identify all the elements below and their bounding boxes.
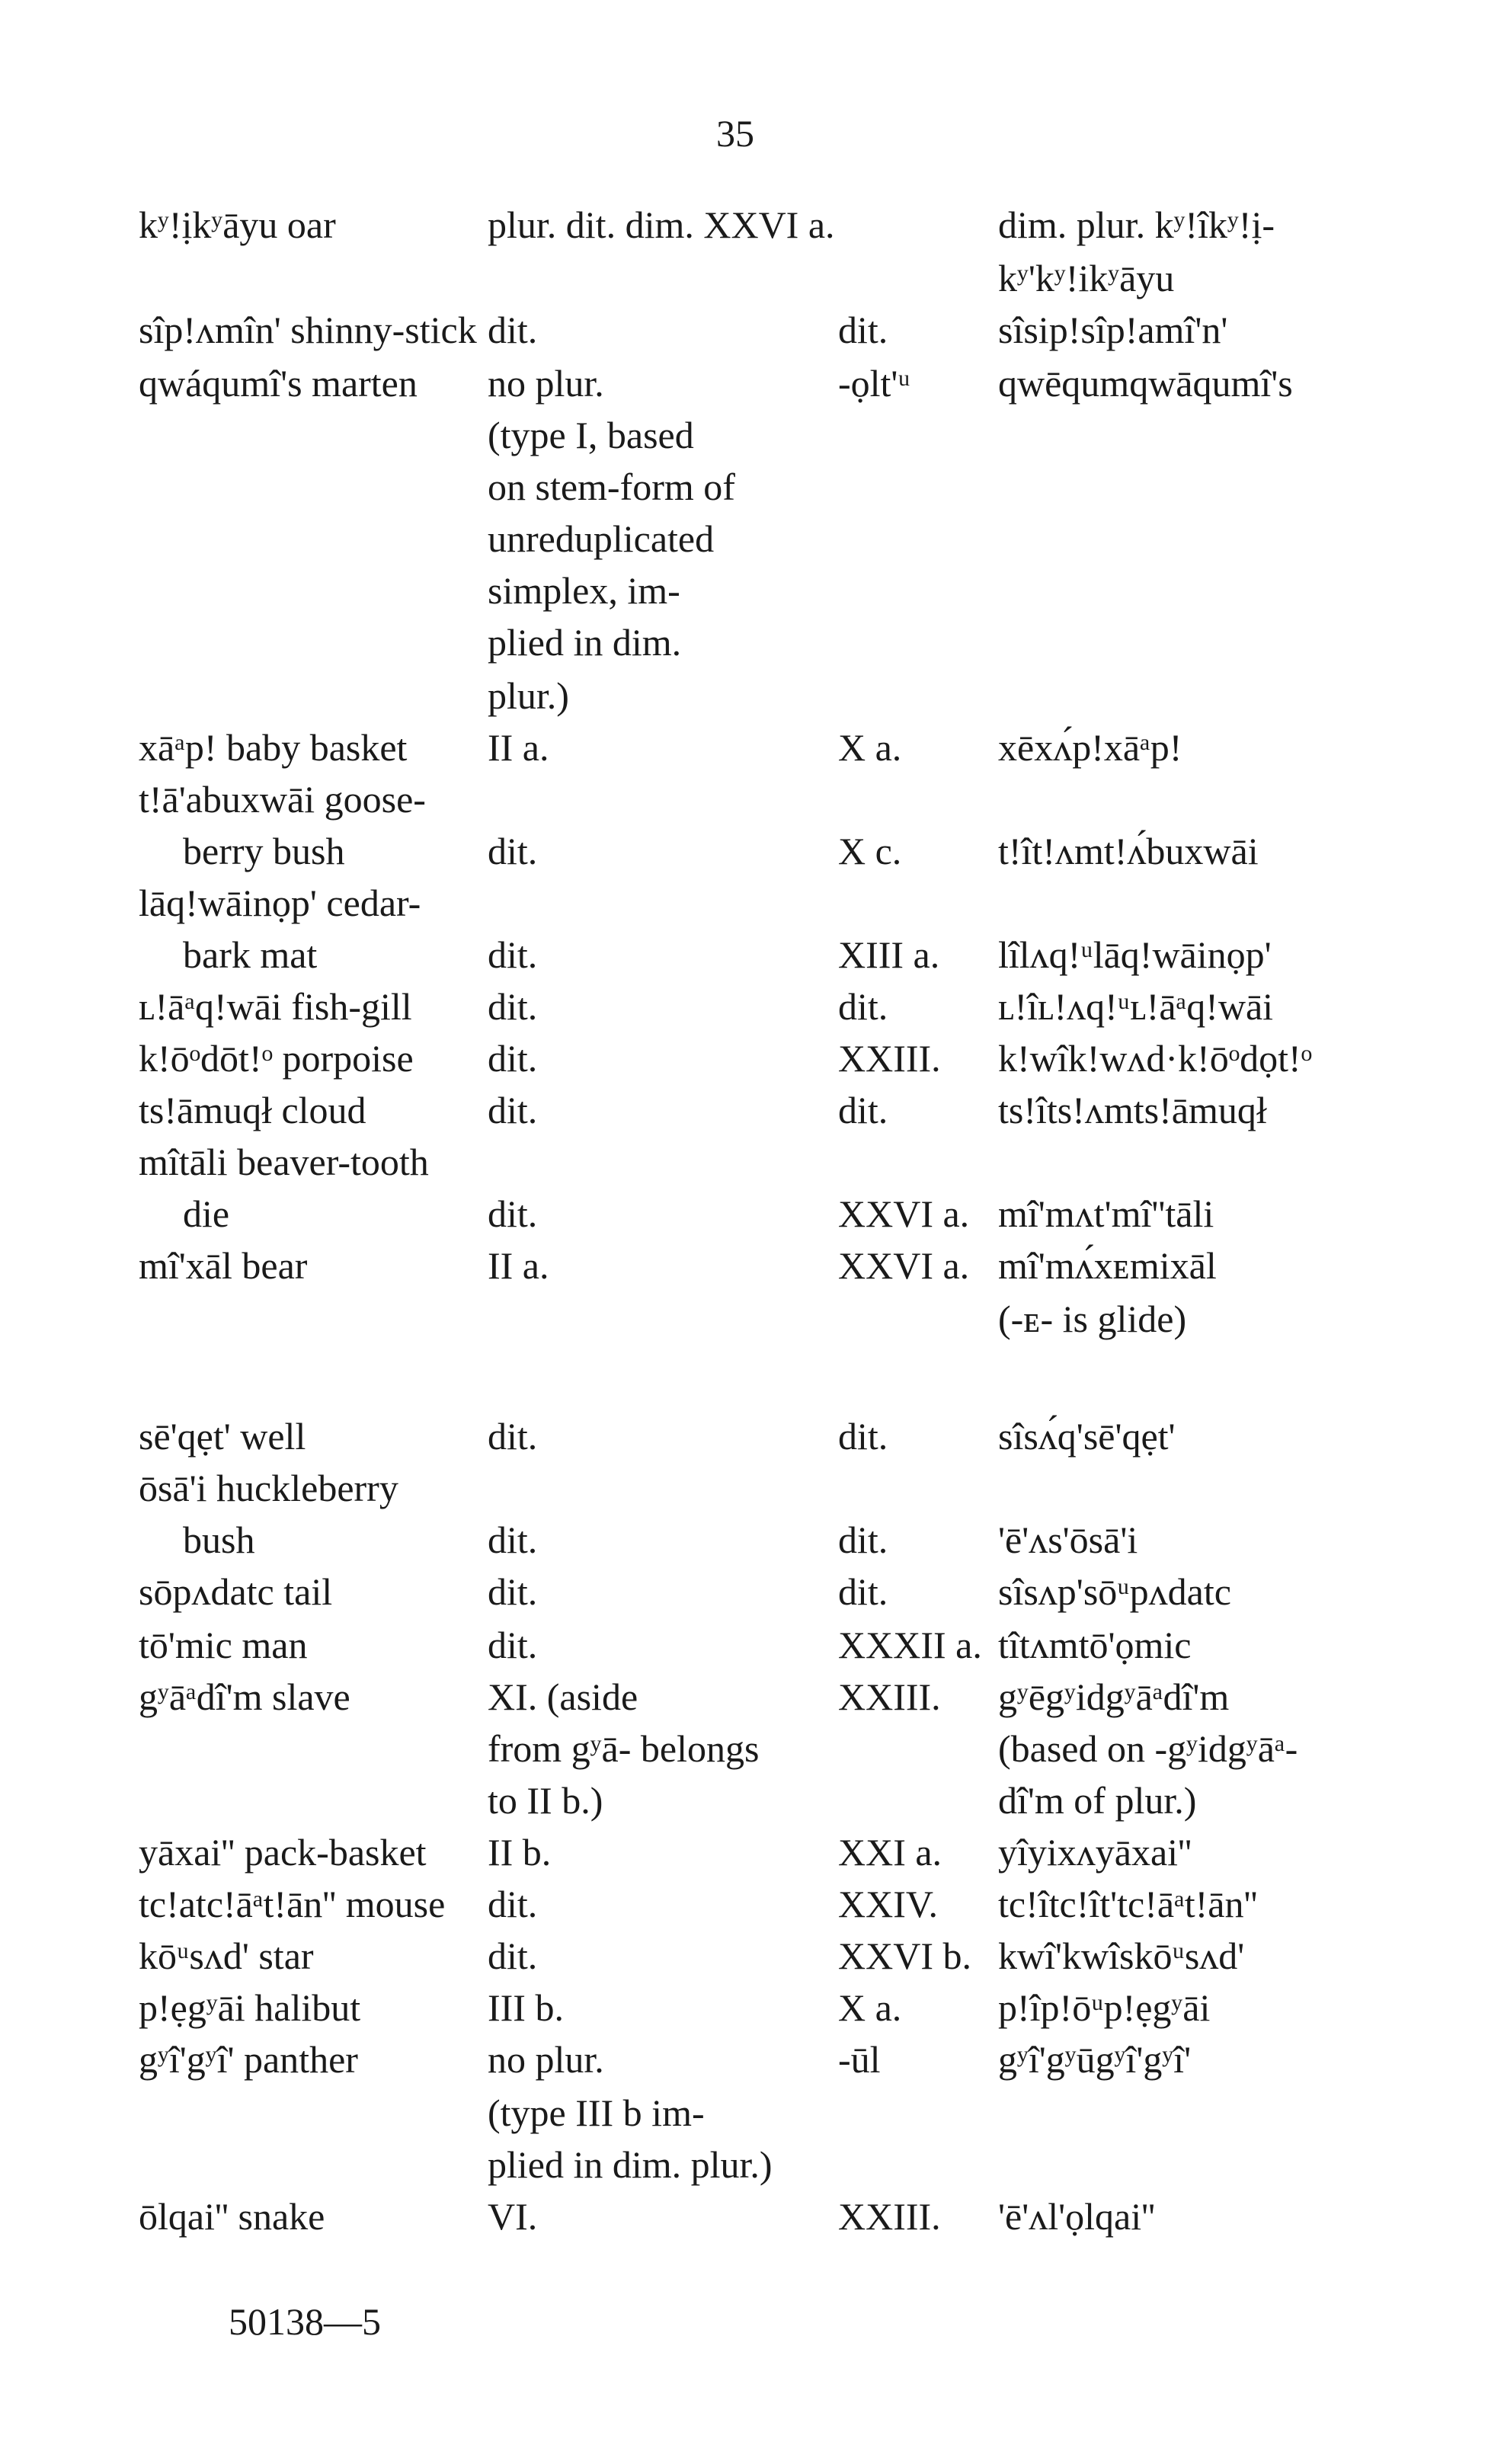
row-13-dim-type: X c.	[838, 830, 902, 872]
row-26-dim-plural: sîsʌp'sōᵘpʌdatc	[998, 1570, 1231, 1613]
row-17-dim-type: XXIII.	[838, 1037, 941, 1080]
row-35-plural-type: no plur.	[488, 2038, 604, 2081]
row-16-dim-plural: ʟ!îʟ!ʌq!ᵘʟ!āᵃq!wāi	[998, 985, 1274, 1028]
row-35-headword: gʸî'gʸî' panther	[139, 2038, 358, 2081]
row-18-dim-type: dit.	[838, 1089, 888, 1131]
row-26-plural-type: dit.	[488, 1570, 538, 1613]
row-3-dim-plural: sîsip!sîp!amî'n'	[998, 309, 1228, 351]
row-20-headword: die	[183, 1192, 230, 1235]
row-25-dim-plural: 'ē'ʌs'ōsā'i	[998, 1518, 1138, 1561]
row-17-plural-type: dit.	[488, 1037, 538, 1080]
row-31-plural-type: II b.	[488, 1831, 552, 1874]
row-38-headword: ōlqai'' snake	[139, 2195, 325, 2238]
row-4-dim-type: -ọlt'ᵘ	[838, 362, 910, 405]
row-3-dim-type: dit.	[838, 309, 888, 351]
row-29-plural-type: from gʸā- belongs	[488, 1727, 760, 1770]
row-13-dim-plural: t!ît!ʌmt!ʌ́buxwāi	[998, 830, 1259, 872]
row-25-plural-type: dit.	[488, 1518, 538, 1561]
row-17-dim-plural: k!wîk!wʌd·k!ōᵒdọt!ᵒ	[998, 1037, 1313, 1080]
row-31-headword: yāxai'' pack-basket	[139, 1831, 427, 1874]
row-13-plural-type: dit.	[488, 830, 538, 872]
row-32-dim-plural: tc!îtc!ît'tc!āᵃt!ān''	[998, 1883, 1258, 1925]
row-1-plural-type: plur. dit. dim. XXVI a.	[488, 203, 835, 246]
row-11-dim-plural: xēxʌ́p!xāᵃp!	[998, 726, 1182, 769]
row-32-dim-type: XXIV.	[838, 1883, 939, 1925]
row-3-headword: sîp!ʌmîn' shinny-stick	[139, 309, 477, 351]
row-38-dim-plural: 'ē'ʌl'ọlqai''	[998, 2195, 1156, 2238]
row-7-plural-type: unreduplicated	[488, 517, 715, 560]
row-31-dim-plural: yîyixʌyāxai''	[998, 1831, 1192, 1874]
row-8-plural-type: simplex, im-	[488, 569, 680, 612]
row-1-dim-plural: dim. plur. kʸ!îkʸ!ị-	[998, 203, 1275, 246]
row-21-headword: mî'xāl bear	[139, 1244, 308, 1287]
row-34-plural-type: III b.	[488, 1986, 564, 2029]
row-27-headword: tō'mic man	[139, 1624, 308, 1666]
row-34-dim-plural: p!îp!ōᵘp!ẹgʸāi	[998, 1986, 1211, 2029]
row-16-plural-type: dit.	[488, 985, 538, 1028]
row-9-plural-type: plied in dim.	[488, 621, 682, 664]
row-21-plural-type: II a.	[488, 1244, 549, 1287]
row-19-headword: mîtāli beaver-tooth	[139, 1141, 429, 1183]
row-11-plural-type: II a.	[488, 726, 549, 769]
row-38-plural-type: VI.	[488, 2195, 538, 2238]
row-23-dim-type: dit.	[838, 1415, 888, 1458]
row-4-dim-plural: qwēqumqwāqumî's	[998, 362, 1293, 405]
row-2-dim-plural: kʸ'kʸ!ikʸāyu	[998, 257, 1175, 299]
row-20-plural-type: dit.	[488, 1192, 538, 1235]
row-11-headword: xāᵃp! baby basket	[139, 726, 408, 769]
row-21-dim-type: XXVI a.	[838, 1244, 970, 1287]
row-35-dim-type: -ūl	[838, 2038, 881, 2081]
row-4-plural-type: no plur.	[488, 362, 604, 405]
row-28-plural-type: XI. (aside	[488, 1675, 638, 1718]
row-27-dim-plural: tîtʌmtō'ọmic	[998, 1624, 1192, 1666]
row-24-headword: ōsā'i huckleberry	[139, 1467, 398, 1509]
row-1-headword: kʸ!ịkʸāyu oar	[139, 203, 336, 246]
row-26-headword: sōpʌdatc tail	[139, 1570, 333, 1613]
row-14-headword: lāq!wāinọp' cedar-	[139, 882, 421, 924]
row-18-plural-type: dit.	[488, 1089, 538, 1131]
row-17-headword: k!ōᵒdōt!ᵒ porpoise	[139, 1037, 414, 1080]
row-15-headword: bark mat	[183, 933, 318, 976]
row-13-headword: berry bush	[183, 830, 345, 872]
row-32-plural-type: dit.	[488, 1883, 538, 1925]
row-30-plural-type: to II b.)	[488, 1779, 603, 1822]
row-4-headword: qwáqumî's marten	[139, 362, 418, 405]
row-27-dim-type: XXXII a.	[838, 1624, 982, 1666]
row-12-headword: t!ā'abuxwāi goose-	[139, 778, 426, 821]
row-21-dim-plural: mî'mʌ́xᴇmixāl	[998, 1244, 1217, 1287]
row-23-headword: sē'qẹt' well	[139, 1415, 306, 1458]
row-28-dim-plural: gʸēgʸidgʸāᵃdî'm	[998, 1675, 1230, 1718]
row-34-dim-type: X a.	[838, 1986, 902, 2029]
row-23-dim-plural: sîsʌ́q'sē'qẹt'	[998, 1415, 1176, 1458]
row-33-dim-plural: kwî'kwîskōᵘsʌd'	[998, 1934, 1245, 1977]
row-6-plural-type: on stem-form of	[488, 466, 735, 508]
row-27-plural-type: dit.	[488, 1624, 538, 1666]
row-33-headword: kōᵘsʌd' star	[139, 1934, 314, 1977]
row-31-dim-type: XXI a.	[838, 1831, 942, 1874]
row-11-dim-type: X a.	[838, 726, 902, 769]
row-16-dim-type: dit.	[838, 985, 888, 1028]
row-26-dim-type: dit.	[838, 1570, 888, 1613]
page-number: 35	[716, 112, 754, 155]
row-20-dim-type: XXVI a.	[838, 1192, 970, 1235]
row-33-dim-type: XXVI b.	[838, 1934, 971, 1977]
row-15-plural-type: dit.	[488, 933, 538, 976]
row-25-headword: bush	[183, 1518, 255, 1561]
row-18-headword: ts!āmuqł cloud	[139, 1089, 366, 1131]
row-15-dim-plural: lîlʌq!ᵘlāq!wāinọp'	[998, 933, 1272, 976]
row-36-plural-type: (type III b im-	[488, 2091, 705, 2134]
row-35-dim-plural: gʸî'gʸūgʸî'gʸî'	[998, 2038, 1192, 2081]
row-34-headword: p!ẹgʸāi halibut	[139, 1986, 361, 2029]
row-28-headword: gʸāᵃdî'm slave	[139, 1675, 350, 1718]
row-15-dim-type: XIII a.	[838, 933, 940, 976]
row-25-dim-type: dit.	[838, 1518, 888, 1561]
row-3-plural-type: dit.	[488, 309, 538, 351]
row-18-dim-plural: ts!îts!ʌmts!āmuqł	[998, 1089, 1267, 1131]
row-38-dim-type: XXIII.	[838, 2195, 941, 2238]
row-22-dim-plural: (-ᴇ- is glide)	[998, 1298, 1187, 1340]
row-16-headword: ʟ!āᵃq!wāi fish-gill	[139, 985, 412, 1028]
row-10-plural-type: plur.)	[488, 674, 569, 717]
row-30-dim-plural: dî'm of plur.)	[998, 1779, 1197, 1822]
row-20-dim-plural: mî'mʌt'mî''tāli	[998, 1192, 1214, 1235]
row-5-plural-type: (type I, based	[488, 414, 694, 456]
footer-signature: 50138—5	[229, 2300, 381, 2343]
row-29-dim-plural: (based on -gʸidgʸāᵃ-	[998, 1727, 1298, 1770]
row-33-plural-type: dit.	[488, 1934, 538, 1977]
row-28-dim-type: XXIII.	[838, 1675, 941, 1718]
row-37-plural-type: plied in dim. plur.)	[488, 2143, 773, 2186]
row-23-plural-type: dit.	[488, 1415, 538, 1458]
row-32-headword: tc!atc!āᵃt!ān'' mouse	[139, 1883, 446, 1925]
